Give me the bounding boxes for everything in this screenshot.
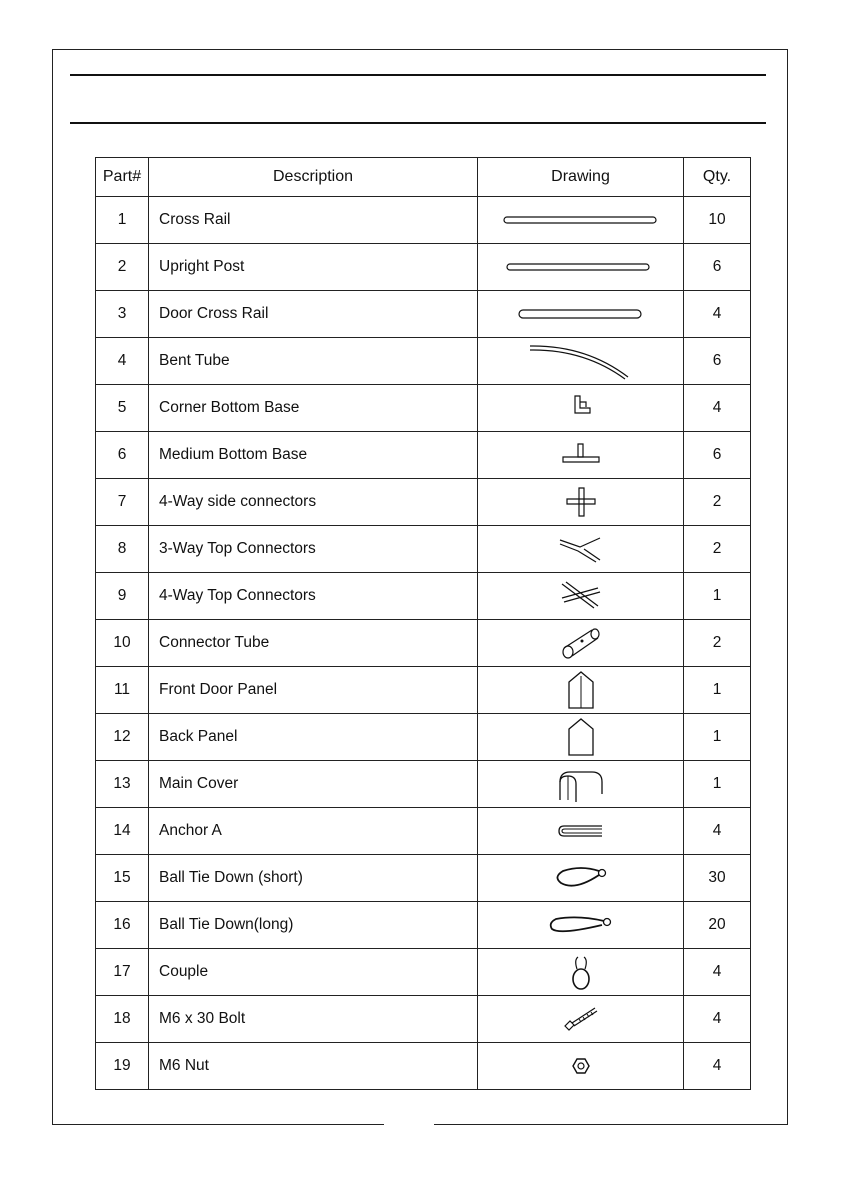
part-number: 13 <box>96 761 149 808</box>
part-description: Ball Tie Down (short) <box>149 855 478 902</box>
part-quantity: 4 <box>684 949 751 996</box>
part-quantity: 4 <box>684 996 751 1043</box>
long-ball-tie-icon <box>478 902 684 949</box>
four-way-side-connector-icon <box>478 479 684 526</box>
part-number: 19 <box>96 1043 149 1090</box>
part-quantity: 1 <box>684 667 751 714</box>
back-panel-icon <box>478 714 684 761</box>
part-number: 1 <box>96 197 149 244</box>
drawing-header: Drawing <box>478 158 684 197</box>
bent-tube-icon <box>478 338 684 385</box>
table-row <box>96 667 751 714</box>
table-row <box>96 902 751 949</box>
part-number-header: Part# <box>96 158 149 197</box>
table-row <box>96 761 751 808</box>
part-description: Cross Rail <box>149 197 478 244</box>
table-row <box>96 808 751 855</box>
part-quantity: 1 <box>684 714 751 761</box>
part-number: 17 <box>96 949 149 996</box>
part-number: 15 <box>96 855 149 902</box>
part-quantity: 6 <box>684 244 751 291</box>
long-tube-icon <box>478 197 684 244</box>
frame-gap <box>384 1119 434 1131</box>
part-number: 5 <box>96 385 149 432</box>
table-header-row <box>96 158 751 197</box>
tube-icon <box>478 244 684 291</box>
part-quantity: 4 <box>684 291 751 338</box>
part-quantity: 20 <box>684 902 751 949</box>
part-description: M6 x 30 Bolt <box>149 996 478 1043</box>
nut-icon <box>478 1043 684 1090</box>
short-ball-tie-icon <box>478 855 684 902</box>
part-number: 3 <box>96 291 149 338</box>
part-description: 4-Way Top Connectors <box>149 573 478 620</box>
table-row <box>96 949 751 996</box>
part-quantity: 6 <box>684 432 751 479</box>
part-quantity: 6 <box>684 338 751 385</box>
part-number: 18 <box>96 996 149 1043</box>
table-row <box>96 1043 751 1090</box>
main-cover-icon <box>478 761 684 808</box>
part-number: 12 <box>96 714 149 761</box>
table-row <box>96 996 751 1043</box>
table-row <box>96 573 751 620</box>
part-description: 4-Way side connectors <box>149 479 478 526</box>
front-door-panel-icon <box>478 667 684 714</box>
part-number: 16 <box>96 902 149 949</box>
part-description: Bent Tube <box>149 338 478 385</box>
three-way-top-connector-icon <box>478 526 684 573</box>
part-quantity: 2 <box>684 479 751 526</box>
table-row <box>96 479 751 526</box>
header-rule-bottom <box>70 122 766 124</box>
bolt-icon <box>478 996 684 1043</box>
part-description: 3-Way Top Connectors <box>149 526 478 573</box>
part-description: Ball Tie Down(long) <box>149 902 478 949</box>
table-row <box>96 620 751 667</box>
part-quantity: 30 <box>684 855 751 902</box>
couple-clip-icon <box>478 949 684 996</box>
quantity-header: Qty. <box>684 158 751 197</box>
part-description: Corner Bottom Base <box>149 385 478 432</box>
part-description: Medium Bottom Base <box>149 432 478 479</box>
connector-tube-icon <box>478 620 684 667</box>
medium-base-connector-icon <box>478 432 684 479</box>
part-number: 9 <box>96 573 149 620</box>
table-row <box>96 338 751 385</box>
part-description: Back Panel <box>149 714 478 761</box>
part-quantity: 4 <box>684 808 751 855</box>
part-quantity: 1 <box>684 761 751 808</box>
table-row <box>96 385 751 432</box>
corner-base-connector-icon <box>478 385 684 432</box>
part-quantity: 2 <box>684 620 751 667</box>
table-row <box>96 291 751 338</box>
four-way-top-connector-icon <box>478 573 684 620</box>
description-header: Description <box>149 158 478 197</box>
part-number: 8 <box>96 526 149 573</box>
part-number: 10 <box>96 620 149 667</box>
part-description: Upright Post <box>149 244 478 291</box>
part-description: Anchor A <box>149 808 478 855</box>
anchor-peg-icon <box>478 808 684 855</box>
table-row <box>96 714 751 761</box>
part-number: 6 <box>96 432 149 479</box>
part-quantity: 1 <box>684 573 751 620</box>
part-number: 7 <box>96 479 149 526</box>
part-number: 4 <box>96 338 149 385</box>
part-number: 11 <box>96 667 149 714</box>
part-quantity: 4 <box>684 1043 751 1090</box>
table-row <box>96 197 751 244</box>
part-quantity: 2 <box>684 526 751 573</box>
part-description: Main Cover <box>149 761 478 808</box>
table-row <box>96 526 751 573</box>
part-number: 2 <box>96 244 149 291</box>
part-description: Connector Tube <box>149 620 478 667</box>
table-row <box>96 432 751 479</box>
table-row <box>96 855 751 902</box>
part-quantity: 4 <box>684 385 751 432</box>
header-rule-top <box>70 74 766 76</box>
part-description: Front Door Panel <box>149 667 478 714</box>
parts-table <box>95 157 751 1090</box>
short-tube-icon <box>478 291 684 338</box>
part-quantity: 10 <box>684 197 751 244</box>
part-description: Door Cross Rail <box>149 291 478 338</box>
part-number: 14 <box>96 808 149 855</box>
part-description: M6 Nut <box>149 1043 478 1090</box>
part-description: Couple <box>149 949 478 996</box>
table-row <box>96 244 751 291</box>
